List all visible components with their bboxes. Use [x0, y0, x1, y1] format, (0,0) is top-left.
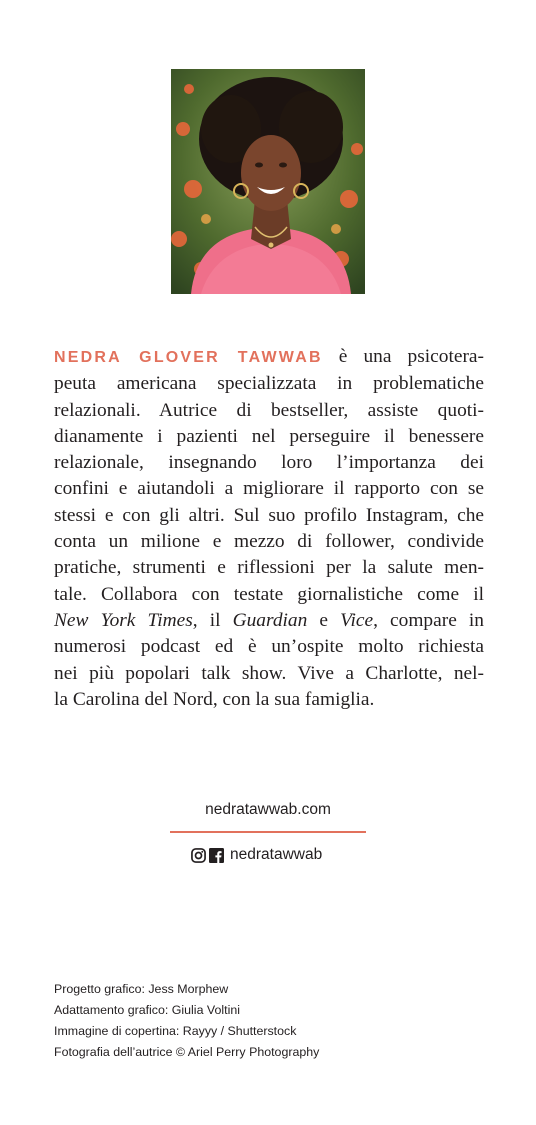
social-handle: nedratawwab: [230, 846, 323, 863]
publication-vice: Vice: [340, 609, 374, 631]
instagram-icon: [191, 848, 206, 863]
credit-line: Adattamento grafico: Giulia Voltini: [54, 1003, 240, 1017]
bio-line: tale. Collabora con testate giornalistiche come il: [54, 583, 484, 605]
divider: [170, 831, 366, 833]
credit-line: Fotografia dell’autrice © Ariel Perry Photography: [54, 1045, 320, 1059]
bio-line: numerosi podcast ed è un’ospite molto richiesta: [54, 636, 484, 658]
credit-line: Immagine di copertina: Rayyy / Shutterstock: [54, 1024, 297, 1038]
bio-line: relazionali. Autrice di bestseller, assiste quoti-: [54, 399, 484, 421]
bio-line: dianamente i pazienti nel perseguire il benessere: [54, 425, 484, 447]
author-bio: [54, 344, 484, 713]
bio-line: la Carolina del Nord, con la sua famiglia.: [54, 688, 375, 710]
author-name: NEDRA GLOVER TAWWAB: [54, 349, 323, 366]
bio-line: nei più popolari talk show. Vive a Charlotte, nel-: [54, 662, 484, 684]
bio-line: conta un milione e mezzo di follower, condivide: [54, 531, 484, 553]
author-photo: [171, 69, 365, 294]
bio-line: NEDRA GLOVER TAWWAB è una psicotera-: [54, 346, 484, 367]
bio-line: peuta americana specializzata in problematiche: [54, 373, 484, 395]
bio-line: relazionale, insegnando loro l’importanza dei: [54, 452, 484, 474]
publication-nyt: New York Times: [54, 609, 193, 631]
bio-line: New York Times, il Guardian e Vice, compare in: [54, 609, 484, 631]
bio-line: stessi e con gli altri. Sul suo profilo Instagram, che: [54, 504, 484, 526]
bio-line: confini e aiutandoli a migliorare il rapporto con se: [54, 478, 484, 500]
social-handles[interactable]: [191, 845, 322, 865]
facebook-icon: [209, 848, 224, 863]
bio-line: pratiche, strumenti e riflessioni per la salute men-: [54, 557, 484, 579]
website-link[interactable]: nedratawwab.com: [205, 801, 331, 818]
credit-line: Progetto grafico: Jess Morphew: [54, 982, 229, 996]
publication-guardian: Guardian: [232, 609, 308, 631]
credits: [54, 979, 319, 1063]
